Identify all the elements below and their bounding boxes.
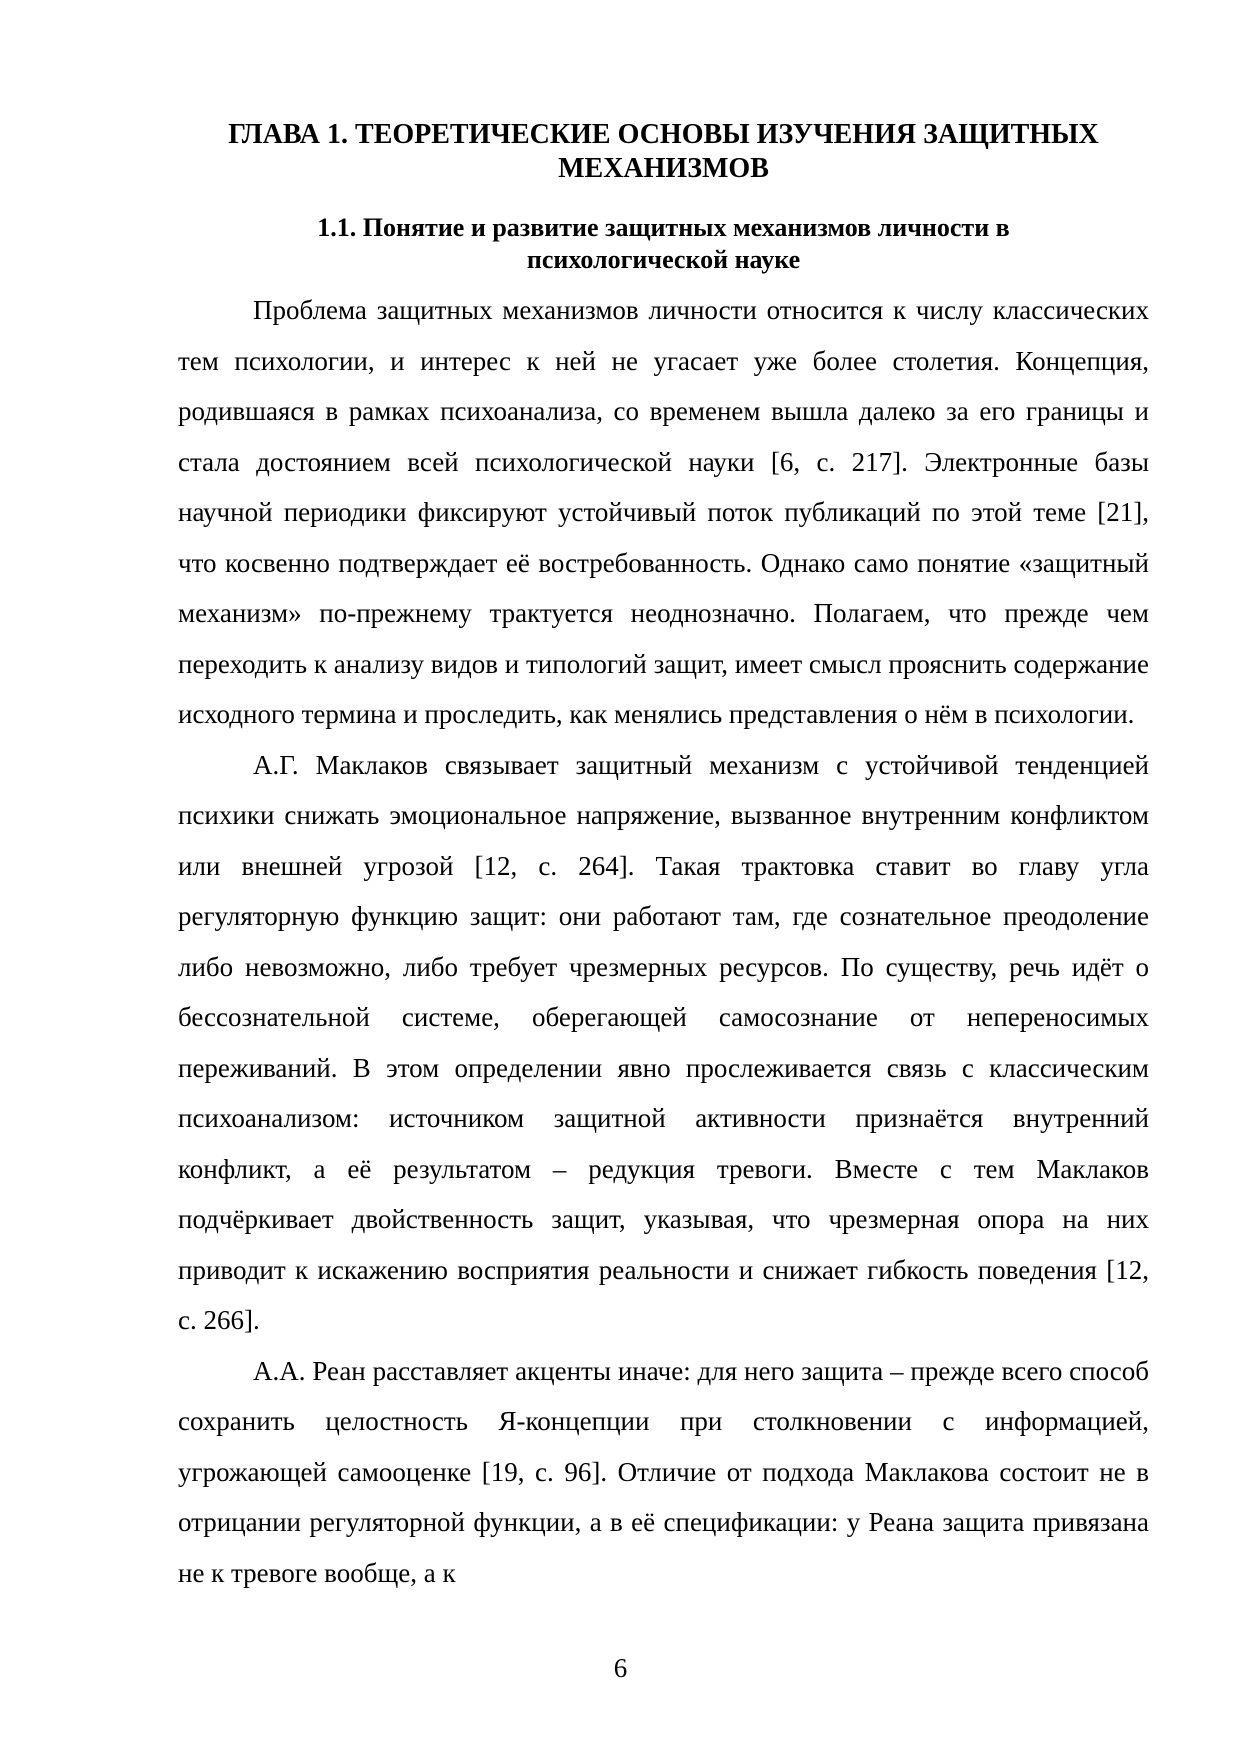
body-text (178, 285, 1149, 1598)
chapter-title-line-1: ГЛАВА 1. ТЕОРЕТИЧЕСКИЕ ОСНОВЫ ИЗУЧЕНИЯ ЗАЩИТНЫХ (228, 119, 1099, 150)
section-title-line-1: 1.1. Понятие и развитие защитных механизмов личности в (317, 213, 1010, 242)
section-title-line-2: психологической науке (526, 245, 801, 274)
paragraph-1: Проблема защитных механизмов личности относится к числу классических тем психологии, и интерес к ней не угасает уже более столетия. Концепция, родившаяся в рамках психоанализа, со временем вышла далеко за его границы и стала достоянием всей психологической науки [6, с. 217]. Электронные базы научной периодики фиксируют устойчивый поток публикаций по этой теме [21], что косвенно подтверждает её востребованность. Однако само понятие «защитный механизм» по-прежнему трактуется неоднозначно. Полагаем, что прежде чем переходить к анализу видов и типологий защит, имеет смысл прояснить содержание исходного термина и проследить, как менялись представления о нём в психологии. (178, 295, 1149, 729)
chapter-title (178, 118, 1149, 186)
paragraph-2: А.Г. Маклаков связывает защитный механизм с устойчивой тенденцией психики снижать эмоциональное напряжение, вызванное внутренним конфликтом или внешней угрозой [12, с. 264]. Такая трактовка ставит во главу угла регуляторную функцию защит: они работают там, где сознательное преодоление либо невозможно, либо требует чрезмерных ресурсов. По существу, речь идёт о бессознательной системе, оберегающей самосознание от непереносимых переживаний. В этом определении явно прослеживается связь с классическим психоанализом: источником защитной активности признаётся внутренний конфликт, а её результатом – редукция тревоги. Вместе с тем Маклаков подчёркивает двойственность защит, указывая, что чрезмерная опора на них приводит к искажению восприятия реальности и снижает гибкость поведения [12, с. 266]. (178, 749, 1149, 1335)
page-number: 6 (613, 1653, 628, 1683)
section-title (178, 212, 1149, 276)
chapter-title-line-2: МЕХАНИЗМОВ (558, 153, 769, 184)
paragraph-3: А.А. Реан расставляет акценты иначе: для него защита – прежде всего способ сохранить целостность Я-концепции при столкновении с информацией, угрожающей самооценке [19, с. 96]. Отличие от подхода Маклакова состоит не в отрицании регуляторной функции, а в её спецификации: у Реана защита привязана не к тревоге вообще, а к (178, 1355, 1149, 1588)
